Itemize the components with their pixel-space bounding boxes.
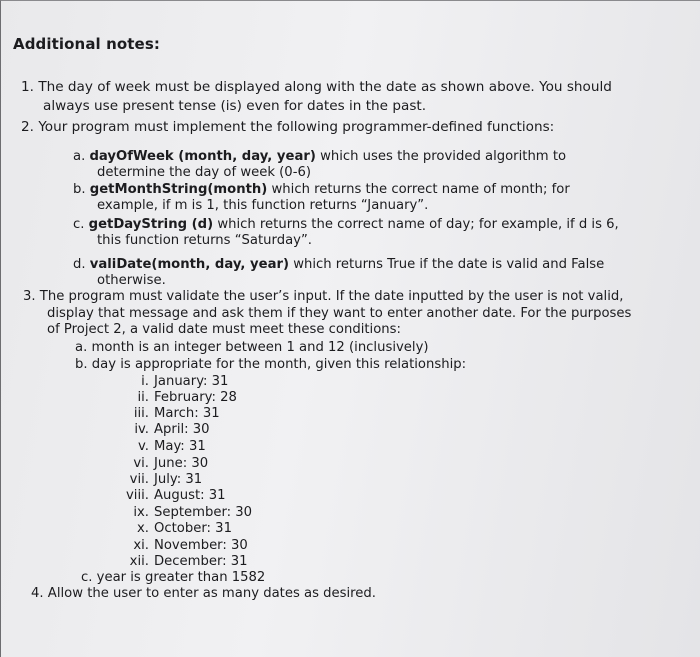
month-num-8: viii.	[126, 488, 149, 503]
item-2-text: Your program must implement the following programmer-defined functions:	[38, 119, 555, 135]
month-text-10: October: 31	[154, 521, 232, 536]
function-dayofweek: dayOfWeek (month, day, year)	[89, 149, 316, 164]
month-text-4: April: 30	[154, 422, 210, 437]
item-2b-number: b.	[73, 182, 86, 197]
item-2d-desc: which returns True if the date is valid and False	[289, 257, 605, 272]
function-validate: valiDate(month, day, year)	[89, 257, 289, 272]
item-2d-line-1	[73, 257, 604, 273]
item-2d-number: d.	[73, 257, 86, 272]
item-3b-number: b.	[75, 357, 88, 372]
item-2d-line-2: otherwise.	[97, 273, 166, 288]
item-3a-text: month is an integer between 1 and 12 (inclusively)	[91, 340, 429, 355]
month-num-11: xi.	[133, 538, 149, 553]
item-2a-line-1	[73, 149, 566, 165]
month-text-1: January: 31	[154, 374, 229, 389]
item-3-number: 3.	[23, 289, 36, 304]
item-2c-line-2: this function returns “Saturday”.	[97, 233, 312, 248]
item-1-number: 1.	[21, 79, 34, 95]
item-3-text-1: The program must validate the user’s input. If the date inputted by the user is not valid,	[39, 289, 624, 304]
month-num-6: vi.	[133, 456, 149, 471]
month-text-7: July: 31	[154, 472, 203, 487]
item-2-line	[21, 119, 554, 135]
item-2c-desc: which returns the correct name of day; for example, if d is 6,	[213, 217, 619, 232]
item-2a-desc: which uses the provided algorithm to	[315, 149, 567, 164]
function-getmonthstring: getMonthString(month)	[89, 182, 268, 197]
month-text-12: December: 31	[154, 554, 248, 569]
month-num-12: xii.	[129, 554, 149, 569]
item-3a-line	[75, 340, 429, 356]
month-text-11: November: 30	[154, 538, 248, 553]
item-2a-number: a.	[73, 149, 86, 164]
month-num-2: ii.	[137, 390, 149, 405]
month-text-6: June: 30	[154, 456, 209, 471]
month-num-9: ix.	[133, 505, 149, 520]
item-3a-number: a.	[75, 340, 88, 355]
item-2c-line-1	[73, 217, 619, 233]
month-text-9: September: 30	[154, 505, 253, 520]
item-2b-line-1	[73, 182, 570, 198]
item-1-line-1	[21, 79, 612, 95]
month-text-5: May: 31	[154, 439, 206, 454]
month-text-8: August: 31	[154, 488, 226, 503]
item-3b-line	[75, 357, 466, 373]
month-num-5: v.	[138, 439, 149, 454]
function-getdaystring: getDayString (d)	[88, 217, 214, 232]
month-num-1: i.	[141, 374, 149, 389]
item-3c-number: c.	[81, 570, 93, 585]
item-4-number: 4.	[31, 586, 44, 601]
item-1-line-2: always use present tense (is) even for dates in the past.	[43, 98, 427, 114]
item-3-line-3: of Project 2, a valid date must meet these conditions:	[47, 322, 401, 337]
month-num-7: vii.	[129, 472, 149, 487]
item-3c-line	[81, 570, 265, 586]
month-num-4: iv.	[134, 422, 149, 437]
item-2c-number: c.	[73, 217, 85, 232]
item-2b-desc: which returns the correct name of month; for	[267, 182, 570, 197]
section-heading: Additional notes:	[13, 35, 160, 53]
item-4-text: Allow the user to enter as many dates as desired.	[47, 586, 376, 601]
month-num-3: iii.	[133, 406, 149, 421]
item-2b-line-2: example, if m is 1, this function returns “January”.	[97, 198, 429, 213]
item-2-number: 2.	[21, 119, 34, 135]
item-4-line	[31, 586, 376, 602]
month-num-10: x.	[137, 521, 149, 536]
item-3-line-1	[23, 289, 623, 305]
month-text-2: February: 28	[154, 390, 237, 405]
item-3c-text: year is greater than 1582	[96, 570, 266, 585]
month-text-3: March: 31	[154, 406, 220, 421]
item-2a-line-2: determine the day of week (0-6)	[97, 165, 311, 180]
item-3b-text: day is appropriate for the month, given this relationship:	[91, 357, 467, 372]
item-1-text-1: The day of week must be displayed along with the date as shown above. You should	[38, 79, 612, 95]
item-3-line-2: display that message and ask them if they want to enter another date. For the purposes	[47, 306, 632, 321]
